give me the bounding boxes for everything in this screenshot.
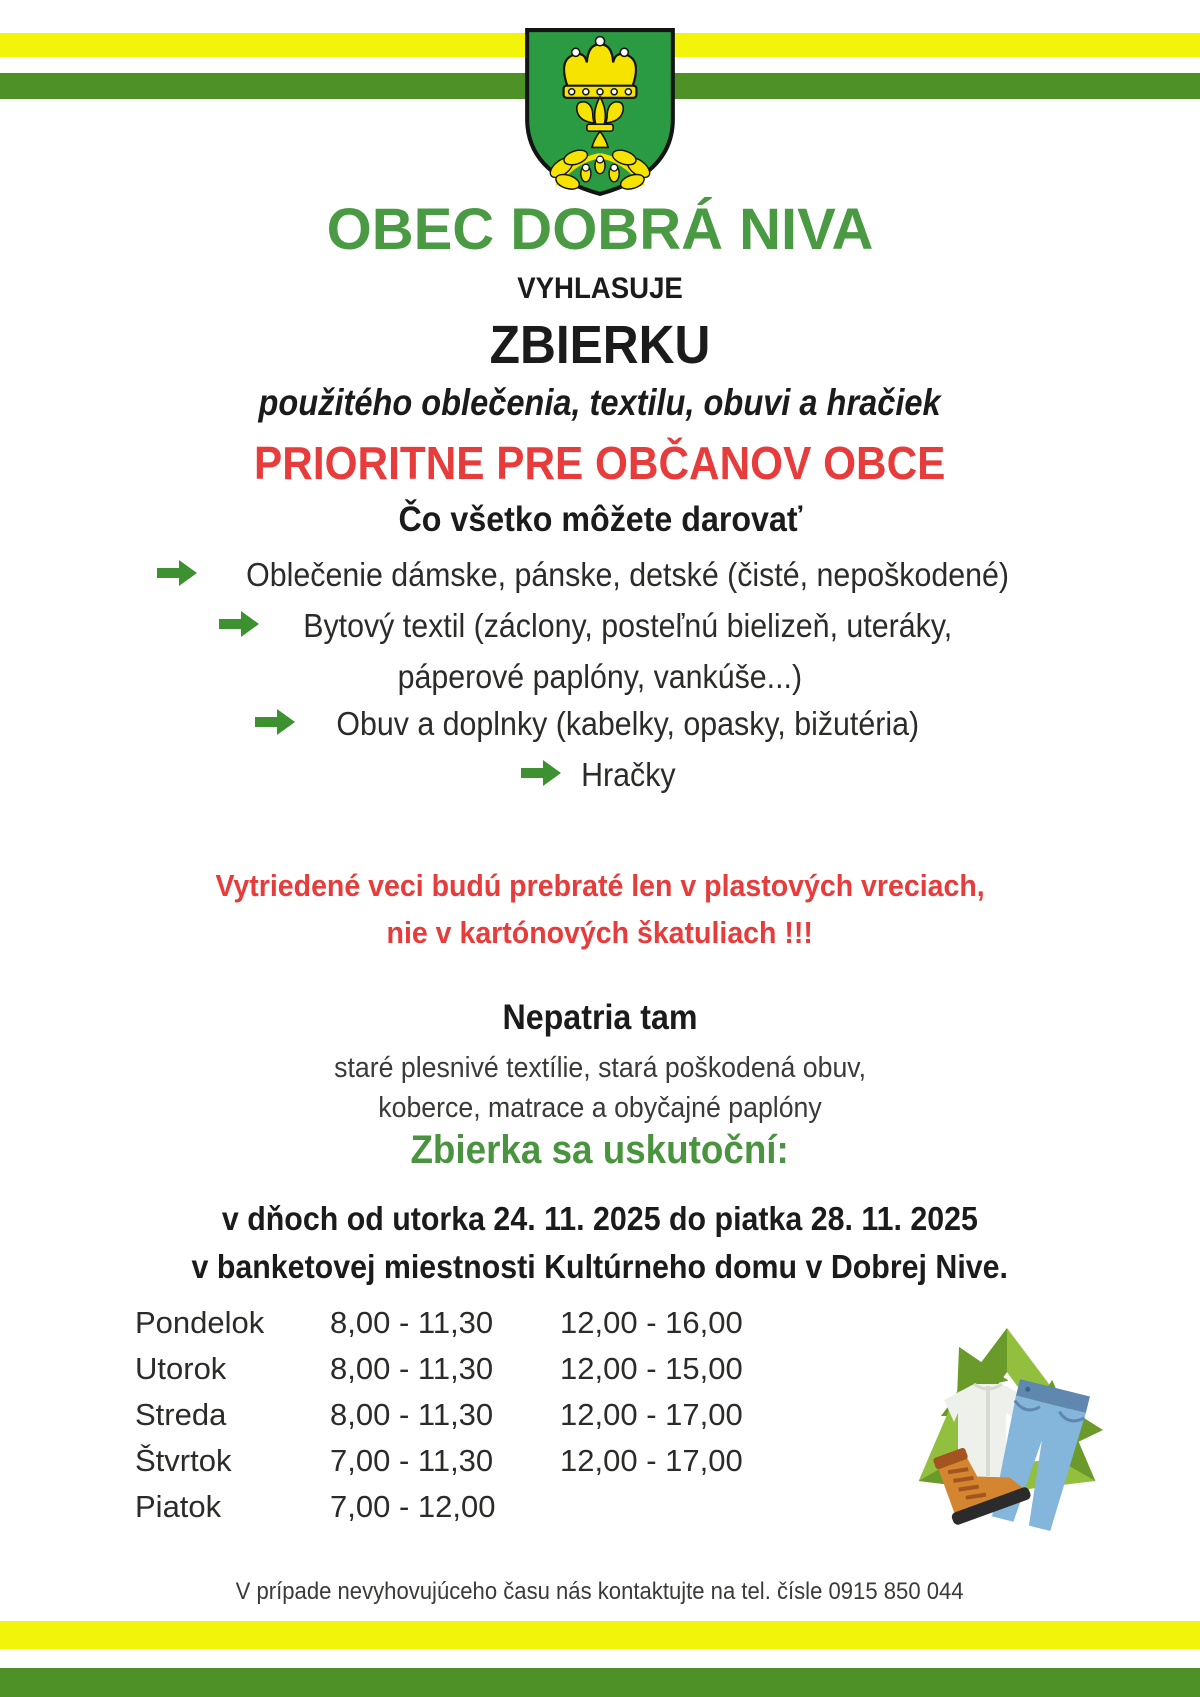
event-place: v banketovej miestnosti Kultúrneho domu v Dobrej Nive.	[191, 1248, 1009, 1285]
schedule-afternoon: 12,00 - 17,00	[560, 1443, 743, 1478]
bottom-green-stripe	[0, 1668, 1200, 1697]
schedule-morning: 8,00 - 11,30	[330, 1397, 494, 1432]
schedule-day: Streda	[135, 1397, 227, 1432]
not-allowed-line1: staré plesnivé textílie, stará poškodená obuv,	[334, 1052, 866, 1084]
not-allowed-line2: koberce, matrace a obyčajné paplóny	[378, 1092, 822, 1124]
contact-line: V prípade nevyhovujúceho času nás kontaktujte na tel. čísle 0915 850 044	[236, 1578, 964, 1605]
bottom-yellow-stripe	[0, 1621, 1200, 1649]
priority-note: PRIORITNE PRE OBČANOV OBCE	[254, 437, 946, 489]
schedule-day: Piatok	[135, 1489, 222, 1524]
schedule-morning: 7,00 - 11,30	[330, 1443, 494, 1478]
schedule-afternoon: 12,00 - 16,00	[560, 1305, 743, 1340]
event-dates: v dňoch od utorka 24. 11. 2025 do piatka 28. 11. 2025	[221, 1200, 978, 1237]
schedule-morning: 7,00 - 12,00	[330, 1489, 496, 1524]
donate-item-toys: Hračky	[0, 756, 1200, 794]
schedule-morning: 8,00 - 11,30	[330, 1305, 494, 1340]
schedule-morning: 8,00 - 11,30	[330, 1351, 494, 1386]
not-allowed-heading: Nepatria tam	[502, 998, 698, 1037]
donate-heading: Čo všetko môžete darovať	[398, 500, 802, 539]
collection-title: ZBIERKU	[489, 315, 711, 375]
announce-label: VYHLASUJE	[517, 272, 683, 305]
opening-hours-table	[135, 1300, 800, 1530]
coat-of-arms-icon	[518, 26, 682, 203]
collection-subtitle: použitého oblečenia, textilu, obuvi a hračiek	[258, 382, 942, 423]
recycle-clothes-icon	[882, 1308, 1132, 1545]
schedule-day: Štvrtok	[135, 1443, 232, 1478]
schedule-afternoon: 12,00 - 15,00	[560, 1351, 743, 1386]
event-heading: Zbierka sa uskutoční:	[410, 1128, 790, 1172]
donate-item-textile: Bytový textil (záclony, posteľnú bielizeň, uteráky,	[0, 607, 1200, 645]
schedule-day: Pondelok	[135, 1305, 265, 1340]
donate-item-shoes: Obuv a doplnky (kabelky, opasky, bižutéria)	[0, 705, 1200, 743]
page-title: OBEC DOBRÁ NIVA	[326, 197, 874, 262]
green-arrow-icon	[219, 607, 259, 645]
schedule-day: Utorok	[135, 1351, 227, 1386]
green-arrow-icon	[255, 705, 295, 743]
schedule-afternoon: 12,00 - 17,00	[560, 1397, 743, 1432]
green-arrow-icon	[521, 756, 561, 794]
warning-line2: nie v kartónových škatuliach !!!	[386, 915, 814, 950]
warning-line1: Vytriedené veci budú prebraté len v plastových vreciach,	[215, 868, 985, 903]
donate-item-clothing: Oblečenie dámske, pánske, detské (čisté, nepoškodené)	[0, 556, 1200, 594]
donate-item-textile-line2: páperové paplóny, vankúše...)	[397, 658, 803, 695]
green-arrow-icon	[157, 556, 197, 594]
